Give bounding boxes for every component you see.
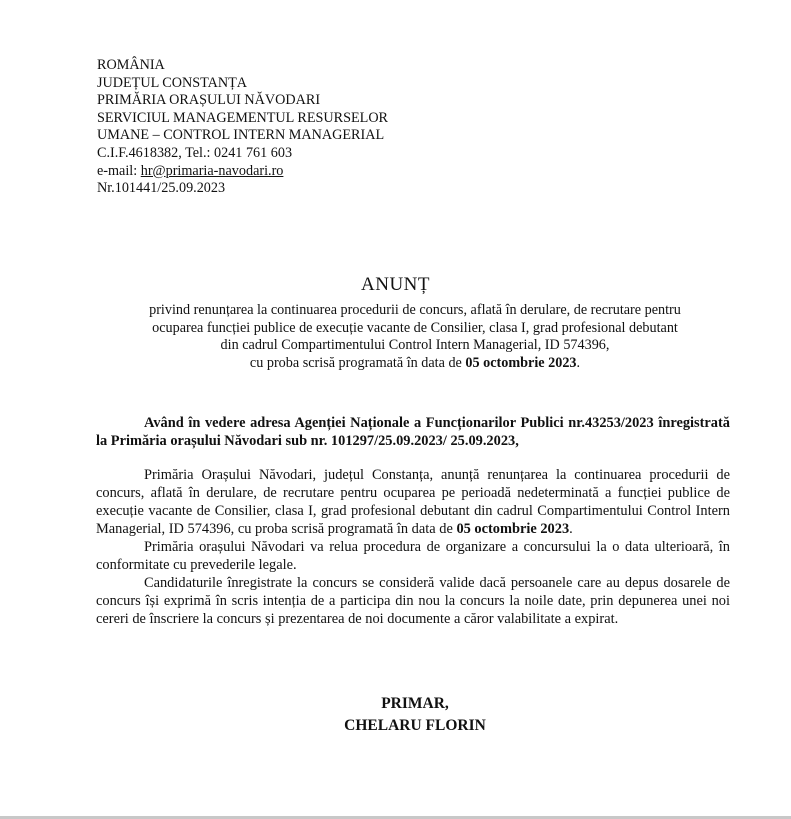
signature-block: [300, 693, 530, 737]
email-link[interactable]: hr@primaria-navodari.ro: [140, 162, 284, 179]
department-line-2: UMANE – CONTROL INTERN MANAGERIAL: [97, 127, 385, 144]
subtitle-line-3: din cadrul Compartimentului Control Intern Managerial, ID 574396,: [220, 337, 610, 354]
intro-paragraph: Având în vedere adresa Agenției Naționale a Funcționarilor Publici nr.43253/2023 înregistrată la Primăria orașului Năvodari sub nr. 101297/25.09.2023/ 25.09.2023,: [96, 415, 730, 449]
email-line: [97, 163, 388, 181]
signature-name: CHELARU FLORIN: [344, 717, 486, 734]
department-line-1: SERVICIUL MANAGEMENTUL RESURSELOR: [97, 109, 389, 126]
signature-role: PRIMAR,: [381, 695, 449, 712]
fiscal-phone-line: C.I.F.4618382, Tel.: 0241 761 603: [97, 144, 293, 161]
announcement-subtitle: [80, 302, 750, 373]
page-title: ANUNȚ: [361, 274, 430, 295]
subtitle-date: 05 octombrie 2023: [465, 355, 577, 372]
subtitle-line-4: [80, 355, 750, 373]
subtitle-line-2: ocuparea funcției publice de execuție vacante de Consilier, clasa I, grad profesional debutant: [152, 319, 678, 336]
subtitle-line-1: privind renunțarea la continuarea procedurii de concurs, aflată în derulare, de recrutare pentru: [149, 302, 681, 318]
body-paragraph-1-date: 05 octombrie 2023: [456, 521, 570, 537]
body-paragraph-1-end: .: [569, 521, 573, 537]
county-line: JUDEȚUL CONSTANȚA: [97, 74, 248, 91]
subtitle-line-4-prefix: cu proba scrisă programată în data de: [249, 355, 466, 372]
body-paragraph-3: Candidaturile înregistrate la concurs se consideră valide dacă persoanele care au depus dosarele de concurs își exprimă în scris intenția de a participa din nou la concurs la noile date, prin depunerea unei noi cereri de înscriere la concurs și prezentarea de noi documente a căror valabilitate a expirat.: [96, 575, 730, 627]
institution-line: PRIMĂRIA ORAȘULUI NĂVODARI: [97, 92, 321, 109]
body-paragraph-2: Primăria orașului Năvodari va relua procedura de organizare a concursului la o data ulterioară, în conformitate cu prevederile legale.: [96, 539, 730, 573]
letterhead: [97, 57, 388, 198]
body-paragraph-1-text: Primăria Orașului Năvodari, județul Constanța, anunță renunțarea la continuarea procedurii de concurs, aflată în derulare, de recrutare pentru ocuparea pe perioadă nedeterminată a funcției publice de execuție vacante de Consilier, clasa I, grad profesional debutant din cadrul Compartimentului Control Intern Managerial, ID 574396, cu proba scrisă programată în data de: [96, 467, 730, 537]
subtitle-line-4-suffix: .: [576, 355, 581, 372]
body-text: [96, 466, 730, 628]
registration-number: Nr.101441/25.09.2023: [97, 180, 226, 197]
country-line: ROMÂNIA: [97, 57, 165, 73]
email-label: e-mail:: [97, 162, 141, 179]
body-paragraph-1: [96, 466, 730, 538]
